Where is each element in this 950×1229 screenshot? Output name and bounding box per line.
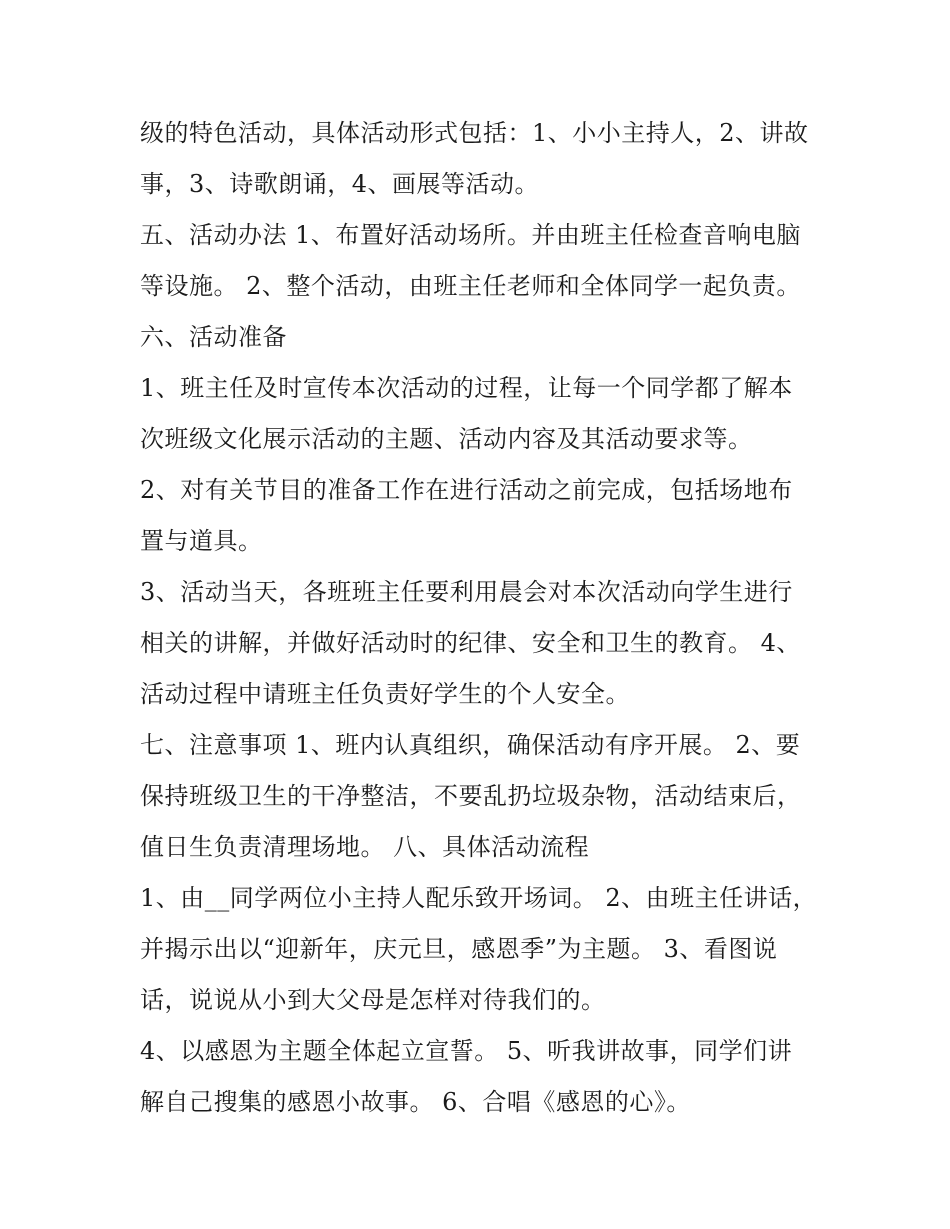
text-line: 4、以感恩为主题全体起立宣誓。 5、听我讲故事，同学们讲	[140, 1037, 793, 1065]
text-line: 等设施。 2、整个活动，由班主任老师和全体同学一起负责。	[140, 272, 801, 300]
section-heading: 六、活动准备	[140, 323, 287, 351]
text-line: 3、活动当天，各班班主任要利用晨会对本次活动向学生进行	[140, 578, 793, 606]
text-line: 次班级文化展示活动的主题、活动内容及其活动要求等。	[140, 425, 753, 453]
text-line: 事，3、诗歌朗诵，4、画展等活动。	[140, 170, 540, 198]
text-line: 话，说说从小到大父母是怎样对待我们的。	[140, 986, 606, 1014]
text-line: 保持班级卫生的干净整洁，不要乱扔垃圾杂物，活动结束后，	[140, 782, 802, 810]
text-line: 值日生负责清理场地。 八、具体活动流程	[140, 833, 590, 861]
text-line: 1、班主任及时宣传本次活动的过程，让每一个同学都了解本	[140, 374, 793, 402]
text-line: 五、活动办法 1、布置好活动场所。并由班主任检查音响电脑	[140, 221, 801, 249]
text-line: 1、由__同学两位小主持人配乐致开场词。 2、由班主任讲话，	[140, 884, 818, 912]
text-line: 解自己搜集的感恩小故事。 6、合唱《感恩的心》。	[140, 1088, 691, 1116]
text-line: 置与道具。	[140, 527, 263, 555]
text-line: 2、对有关节目的准备工作在进行活动之前完成，包括场地布	[140, 476, 793, 504]
text-line: 级的特色活动，具体活动形式包括：1、小小主持人，2、讲故	[140, 119, 809, 147]
text-line: 活动过程中请班主任负责好学生的个人安全。	[140, 680, 630, 708]
text-line: 相关的讲解，并做好活动时的纪律、安全和卫生的教育。 4、	[140, 629, 801, 657]
document-body	[140, 108, 820, 1128]
text-line: 并揭示出以“迎新年，庆元旦，感恩季”为主题。 3、看图说	[140, 935, 778, 963]
text-line: 七、注意事项 1、班内认真组织，确保活动有序开展。 2、要	[140, 731, 801, 759]
